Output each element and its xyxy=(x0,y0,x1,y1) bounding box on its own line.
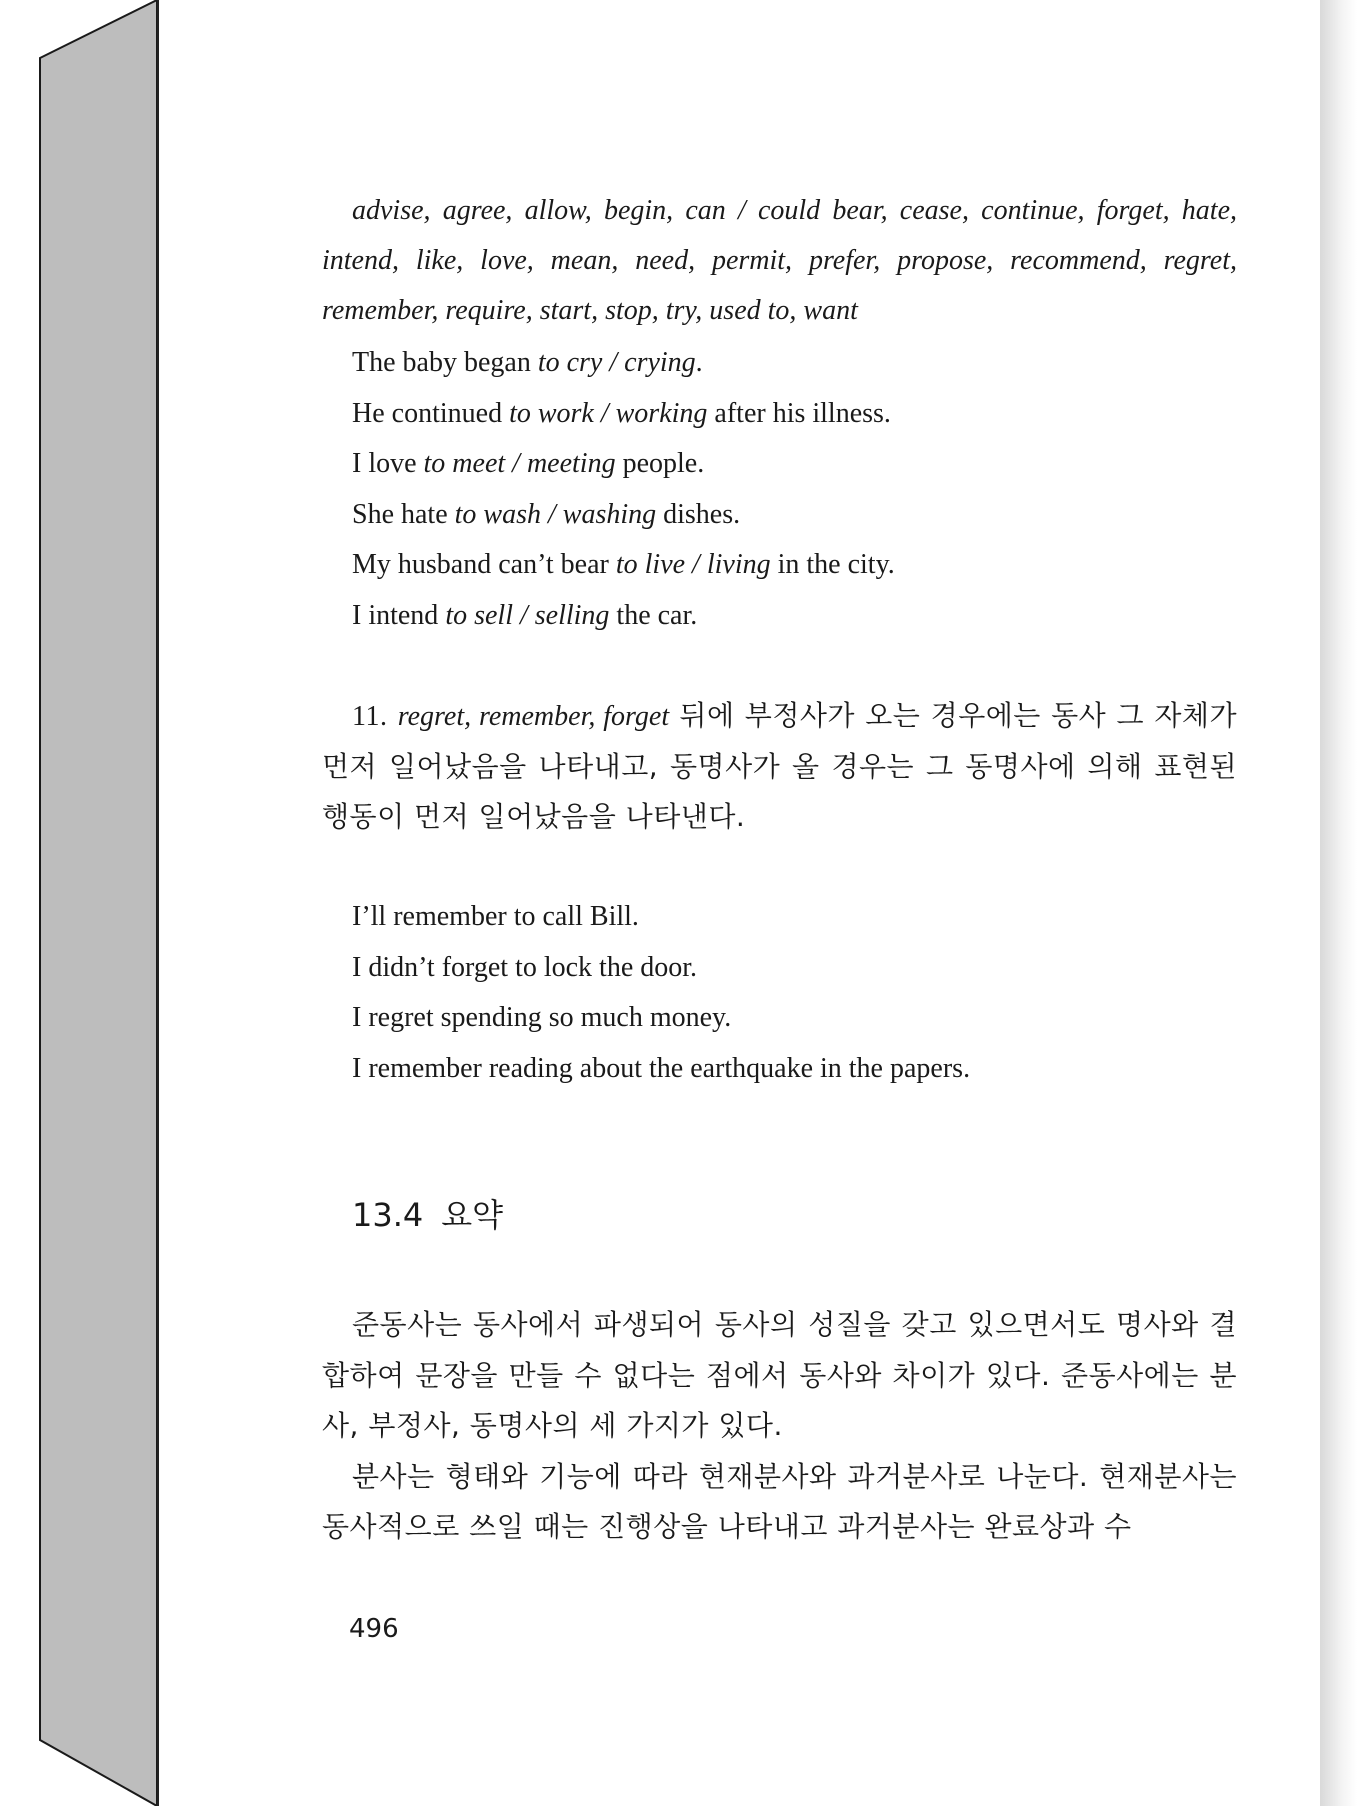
rule-11-paragraph xyxy=(322,691,1237,842)
page-content xyxy=(322,186,1237,1553)
list-item: I didn’t forget to lock the door. xyxy=(352,951,698,983)
list-item: I remember reading about the earthquake in the papers. xyxy=(352,1052,971,1084)
verb-word-list: advise, agree, allow, begin, can / could bear, cease, continue, forget, hate, intend, like, love, mean, need, permit, prefer, propose, recommend, regret, remember, require, start, stop, try, used to, want xyxy=(322,195,1237,326)
list-item: I intend to sell / selling the car. xyxy=(352,599,698,631)
rule-number: 11. xyxy=(352,701,388,732)
section-number: 13.4 xyxy=(352,1196,424,1234)
rule-verbs: regret, remember, forget xyxy=(397,701,670,732)
list-item: I’ll remember to call Bill. xyxy=(352,901,639,932)
list-item: She hate to wash / washing dishes. xyxy=(352,498,741,530)
summary-paragraph: 준동사는 동사에서 파생되어 동사의 성질을 갖고 있으면서도 명사와 결합하여 문장을 만들 수 없다는 점에서 동사와 차이가 있다. 준동사에는 분사, 부정사, 동명사의 세 가지가 있다. xyxy=(322,1308,1237,1442)
example-list-2 xyxy=(322,892,1237,1094)
summary-paragraph: 분사는 형태와 기능에 따라 현재분사와 과거분사로 나눈다. 현재분사는 동사적으로 쓰일 때는 진행상을 나타내고 과거분사는 완료상과 수 xyxy=(322,1459,1237,1543)
list-item: I love to meet / meeting people. xyxy=(352,448,705,479)
list-item: I regret spending so much money. xyxy=(352,1002,732,1033)
page-number: 496 xyxy=(349,1614,399,1644)
list-item: He continued to work / working after his illness. xyxy=(352,397,891,429)
list-item: The baby began to cry / crying. xyxy=(352,347,703,378)
section-heading xyxy=(322,1190,1237,1240)
section-title: 요약 xyxy=(441,1196,504,1234)
example-list-1 xyxy=(322,338,1237,641)
list-item: My husband can’t bear to live / living in the city. xyxy=(352,549,895,580)
rule-text: 뒤에 부정사가 오는 경우에는 동사 그 자체가 먼저 일어났음을 나타내고, 동명사가 올 경우는 그 동명사에 의해 표현된 행동이 먼저 일어났음을 나타낸다. xyxy=(322,699,1237,833)
page-edge-shadow xyxy=(1320,0,1357,1806)
